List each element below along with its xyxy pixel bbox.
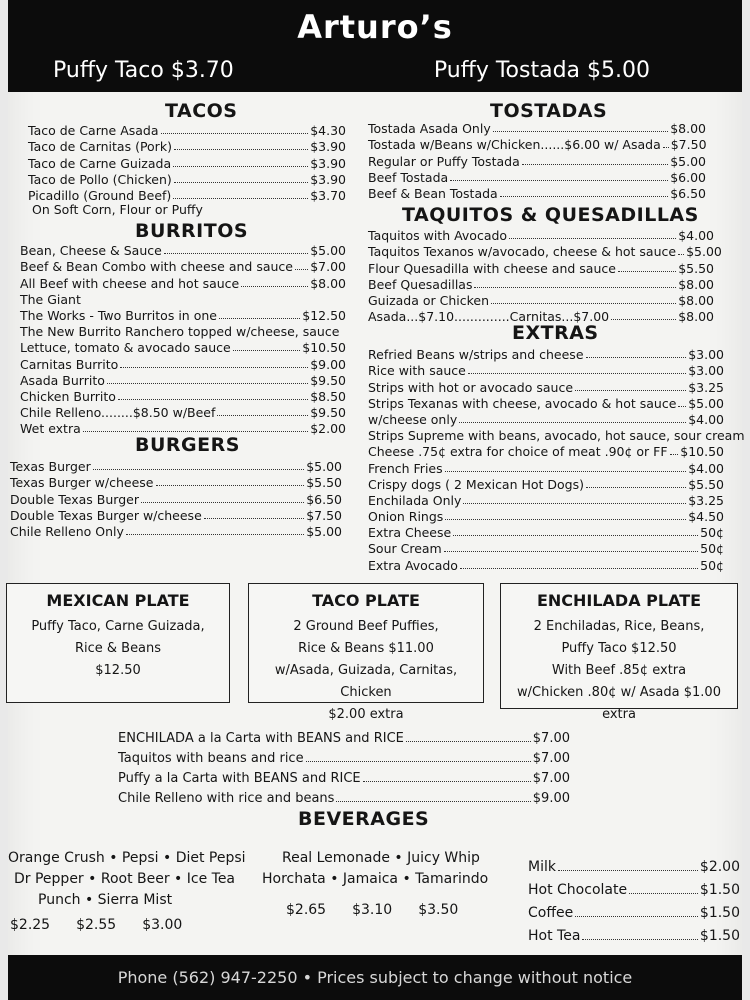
menu-item (368, 292, 714, 308)
item-price: $1.50 (699, 928, 740, 944)
menu-item (368, 395, 724, 411)
item-price: $5.00 (310, 243, 346, 259)
item-name: Asada Burrito (20, 372, 105, 388)
dot-leader (460, 568, 698, 569)
item-name: Guizada or Chicken (368, 292, 490, 308)
menu-item (10, 523, 342, 539)
menu-item (28, 122, 346, 138)
menu-item (368, 276, 714, 292)
menu-item (368, 411, 724, 427)
dot-leader (678, 254, 684, 255)
item-price: $10.50 (302, 340, 346, 356)
section-title-beverages: BEVERAGES (298, 808, 430, 830)
item-name: Refried Beans w/strips and cheese (368, 347, 584, 363)
menu-item (20, 372, 346, 388)
item-name: Strips Supreme with beans, avocado, hot sauce, sour cream (368, 428, 745, 444)
item-name: Picadillo (Ground Beef) (28, 187, 172, 203)
item-name: Milk (528, 859, 556, 875)
item-name: Extra Avocado (368, 557, 458, 573)
menu-item (368, 508, 724, 524)
dot-leader (586, 357, 687, 358)
item-name: Chicken Burrito (20, 388, 116, 404)
plate-line: $12.50 (95, 663, 141, 678)
item-price: $5.00 (686, 244, 722, 260)
menu-item (118, 786, 570, 806)
menu-item (368, 492, 724, 508)
menu-item (20, 323, 346, 339)
item-name: Chile Relleno........$8.50 w/Beef (20, 405, 216, 421)
tostadas-list (368, 120, 706, 201)
menu-item (20, 339, 346, 355)
item-name: Double Texas Burger (10, 491, 139, 507)
dot-leader (161, 133, 309, 134)
menu-item (368, 259, 714, 275)
menu-item (368, 443, 724, 459)
menu-item (118, 746, 570, 766)
dot-leader (173, 198, 308, 199)
section-title-burgers: BURGERS (135, 434, 240, 456)
item-price: $10.50 (680, 444, 724, 460)
dot-leader (204, 518, 304, 519)
menu-item (20, 404, 346, 420)
menu-header (8, 0, 742, 92)
fresh-price: $3.50 (418, 902, 459, 918)
fresh-price: $3.10 (352, 902, 393, 918)
dot-leader (558, 870, 698, 871)
item-price: 50¢ (700, 525, 724, 541)
dot-leader (575, 916, 698, 917)
carta-list (118, 726, 570, 806)
item-name: Rice with sauce (368, 363, 466, 379)
fresh-line: Horchata • Jamaica • Tamarindo (262, 871, 489, 887)
dot-leader (174, 149, 308, 150)
item-name: Taco de Carne Asada (28, 123, 159, 139)
menu-item (368, 346, 724, 362)
menu-item (368, 227, 714, 243)
dot-leader (453, 535, 698, 536)
menu-footer: Phone (562) 947-2250 • Prices subject to change without notice (8, 955, 742, 1000)
menu-item (28, 187, 346, 203)
plate-line: With Beef .85¢ extra (551, 663, 687, 678)
item-name: Lettuce, tomato & avocado sauce (20, 340, 231, 356)
puffy-taco-price: Puffy Taco $3.70 (53, 58, 234, 83)
item-name: Asada...$7.10..............Carnitas...$7.00 (368, 309, 610, 325)
dot-leader (217, 415, 308, 416)
menu-item (20, 307, 346, 323)
menu-item (118, 766, 570, 786)
item-name: ENCHILADA a la Carta with BEANS and RICE (118, 731, 404, 746)
menu-item (20, 355, 346, 371)
item-name: Strips Texanas with cheese, avocado & hot sauce (368, 395, 677, 411)
item-name: All Beef with cheese and hot sauce (20, 275, 240, 291)
item-name: Taquitos Texanos w/avocado, cheese & hot sauce (368, 244, 677, 260)
item-name: Cheese .75¢ extra for choice of meat .90¢ or FF (368, 444, 668, 460)
item-price: $3.25 (688, 492, 724, 508)
menu-item (10, 507, 342, 523)
item-name: Extra Cheese (368, 525, 452, 541)
burgers-list (10, 458, 342, 539)
item-price: $9.00 (310, 356, 346, 372)
item-price: $6.00 (670, 169, 706, 185)
plate-title: ENCHILADA PLATE (536, 591, 702, 610)
item-price: $5.00 (670, 153, 706, 169)
plate-line: Puffy Taco, Carne Guizada, (31, 619, 205, 634)
menu-item (20, 291, 346, 307)
item-name: The New Burrito Ranchero topped w/cheese, sauce (20, 324, 340, 340)
item-name: Taco de Pollo (Chicken) (28, 171, 172, 187)
item-price: $2.00 (310, 421, 346, 437)
item-price: $3.90 (310, 171, 346, 187)
menu-item (10, 474, 342, 490)
item-name: French Fries (368, 460, 443, 476)
burritos-list (20, 242, 346, 436)
item-price: $5.00 (306, 459, 342, 475)
item-price: $7.50 (670, 137, 707, 153)
item-name: Tostada w/Beans w/Chicken......$6.00 w/ Asada (368, 137, 661, 153)
item-price: $8.00 (670, 121, 706, 137)
item-price: $8.00 (678, 276, 714, 292)
menu-item (368, 136, 706, 152)
item-price: $4.00 (688, 460, 724, 476)
item-price: $9.50 (310, 372, 346, 388)
dot-leader (336, 801, 530, 802)
dot-leader (126, 534, 304, 535)
puffy-tostada-price: Puffy Tostada $5.00 (433, 58, 650, 83)
plate-line: 2 Enchiladas, Rice, Beans, (533, 619, 705, 634)
dot-leader (670, 454, 679, 455)
dot-leader (575, 390, 686, 391)
item-price: $7.00 (532, 751, 570, 766)
item-price: $1.50 (699, 905, 740, 921)
dot-leader (363, 781, 531, 782)
fresh-drink-lines (262, 848, 488, 921)
item-name: Carnitas Burrito (20, 356, 119, 372)
item-name: Enchilada Only (368, 492, 462, 508)
menu-item (368, 556, 724, 572)
dot-leader (233, 350, 301, 351)
dot-leader (93, 469, 304, 470)
item-price: $7.00 (532, 771, 570, 786)
item-price: $8.00 (678, 309, 714, 325)
menu-item (118, 726, 570, 746)
item-name: Taquitos with beans and rice (118, 751, 304, 766)
plate-title: TACO PLATE (312, 591, 420, 610)
item-price: $3.90 (310, 139, 346, 155)
dot-leader (474, 287, 676, 288)
restaurant-name: Arturo’s (297, 8, 453, 46)
item-price: $8.50 (310, 388, 346, 404)
item-name: Hot Chocolate (528, 882, 628, 898)
item-price: $6.50 (670, 185, 706, 201)
dot-leader (406, 741, 531, 742)
dot-leader (493, 131, 668, 132)
dot-leader (611, 319, 676, 320)
menu-item (20, 242, 346, 258)
section-title-tacos: TACOS (165, 100, 238, 122)
soda-price: $2.55 (76, 917, 117, 933)
menu-item (10, 458, 342, 474)
dot-leader (118, 399, 308, 400)
item-price: $4.00 (678, 228, 714, 244)
item-price: $5.50 (678, 260, 714, 276)
item-name: Chile Relleno Only (10, 523, 124, 539)
item-name: Double Texas Burger w/cheese (10, 507, 202, 523)
dot-leader (241, 286, 308, 287)
item-name: Texas Burger w/cheese (10, 475, 154, 491)
item-name: Hot Tea (528, 928, 581, 944)
item-price: 50¢ (700, 541, 724, 557)
item-price: 50¢ (700, 557, 724, 573)
dot-leader (629, 893, 698, 894)
item-price: $7.50 (306, 507, 342, 523)
plate-title: MEXICAN PLATE (46, 591, 190, 610)
item-name: Strips with hot or avocado sauce (368, 379, 574, 395)
dot-leader (459, 422, 686, 423)
item-price: $6.50 (306, 491, 342, 507)
item-price: $4.50 (688, 509, 724, 525)
item-name: Beef & Bean Combo with cheese and sauce (20, 259, 293, 275)
item-name: The Works - Two Burritos in one (20, 307, 217, 323)
dot-leader (156, 485, 305, 486)
item-name: Texas Burger (10, 459, 91, 475)
item-name: Crispy dogs ( 2 Mexican Hot Dogs) (368, 476, 585, 492)
dot-leader (582, 939, 698, 940)
extras-list (368, 346, 745, 573)
plate-box-enchilada (500, 583, 738, 722)
item-price: $1.50 (699, 882, 740, 898)
item-name: Wet extra (20, 421, 81, 437)
soda-line: Punch • Sierra Mist (38, 892, 173, 908)
menu-item (368, 243, 722, 260)
plate-line: Puffy Taco $12.50 (561, 641, 677, 656)
menu-item (368, 152, 706, 168)
item-name: Bean, Cheese & Sauce (20, 243, 162, 259)
item-name: Flour Quesadilla with cheese and sauce (368, 260, 616, 276)
dot-leader (463, 503, 686, 504)
section-title-taquitos: TAQUITOS & QUESADILLAS (402, 204, 699, 226)
fresh-price: $2.65 (286, 902, 327, 918)
menu-item (28, 171, 346, 187)
dot-leader (491, 303, 676, 304)
plate-box-mexican (6, 583, 230, 703)
dot-leader (164, 253, 308, 254)
menu-item (528, 875, 740, 898)
plate-line: w/Chicken .80¢ w/ Asada $1.00 extra (517, 685, 721, 722)
item-price: $3.25 (688, 379, 724, 395)
plate-box-taco (248, 583, 484, 722)
taquitos-list (368, 227, 722, 325)
menu-item (368, 378, 724, 394)
item-price: $7.00 (532, 731, 570, 746)
dot-leader (445, 519, 686, 520)
dot-leader (120, 367, 308, 368)
item-price: $8.00 (678, 292, 714, 308)
tacos-list (28, 122, 346, 203)
item-name: Coffee (528, 905, 574, 921)
menu-item (28, 138, 346, 154)
item-name: Chile Relleno with rice and beans (118, 791, 335, 806)
soda-lines (8, 848, 246, 936)
dot-leader (83, 431, 308, 432)
menu-item (20, 388, 346, 404)
section-title-tostadas: TOSTADAS (490, 100, 608, 122)
item-price: $4.00 (688, 411, 724, 427)
item-price: $5.00 (306, 523, 342, 539)
tacos-note: On Soft Corn, Flour or Puffy (32, 202, 203, 217)
dot-leader (500, 196, 669, 197)
menu-item (528, 921, 740, 944)
menu-item (10, 490, 342, 506)
dot-leader (586, 487, 686, 488)
menu-item (368, 524, 724, 540)
section-title-burritos: BURRITOS (135, 220, 249, 242)
dot-leader (444, 551, 698, 552)
item-name: Beef Tostada (368, 169, 449, 185)
item-name: Taco de Carne Guizada (28, 155, 172, 171)
fresh-prices (262, 900, 488, 921)
menu-item (528, 898, 740, 921)
dot-leader (173, 166, 308, 167)
dot-leader (468, 373, 686, 374)
item-price: $2.00 (699, 859, 740, 875)
item-name: Taquitos with Avocado (368, 228, 508, 244)
plate-line: $2.00 extra (328, 707, 404, 722)
menu-item (368, 459, 724, 475)
item-price: $4.30 (310, 123, 346, 139)
item-price: $8.00 (310, 275, 346, 291)
dot-leader (522, 164, 668, 165)
menu-item (368, 120, 706, 136)
item-name: Puffy a la Carta with BEANS and RICE (118, 771, 361, 786)
item-name: The Giant (20, 291, 81, 307)
dot-leader (107, 383, 308, 384)
dot-leader (663, 147, 669, 148)
item-name: Regular or Puffy Tostada (368, 153, 520, 169)
item-price: $5.50 (306, 475, 342, 491)
soda-line: Orange Crush • Pepsi • Diet Pepsi (8, 850, 246, 866)
item-price: $3.90 (310, 155, 346, 171)
plate-line: Rice & Beans (74, 641, 162, 656)
menu-item (28, 154, 346, 170)
menu-item (368, 476, 724, 492)
item-name: w/cheese only (368, 411, 458, 427)
menu-item (20, 258, 346, 274)
plate-line: Rice & Beans $11.00 (298, 641, 434, 656)
dot-leader (174, 182, 308, 183)
menu-item (20, 274, 346, 290)
item-price: $3.00 (688, 347, 724, 363)
item-price: $9.00 (532, 791, 570, 806)
item-price: $3.00 (688, 363, 724, 379)
item-price: $5.00 (688, 395, 724, 411)
dot-leader (445, 471, 687, 472)
dot-leader (306, 761, 531, 762)
item-name: Onion Rings (368, 509, 444, 525)
dot-leader (509, 238, 676, 239)
dot-leader (450, 180, 668, 181)
dot-leader (678, 406, 686, 407)
dot-leader (618, 271, 676, 272)
section-title-extras: EXTRAS (512, 322, 599, 344)
item-price: $7.00 (310, 259, 346, 275)
hot-drinks-list (528, 852, 740, 944)
dot-leader (219, 318, 300, 319)
menu-item (368, 540, 724, 556)
menu-item (368, 169, 706, 185)
plate-line: 2 Ground Beef Puffies, (293, 619, 439, 634)
item-name: Tostada Asada Only (368, 121, 491, 137)
soda-prices (8, 915, 246, 936)
dot-leader (141, 502, 304, 503)
item-price: $3.70 (310, 187, 346, 203)
item-name: Beef & Bean Tostada (368, 185, 498, 201)
menu-item (528, 852, 740, 875)
item-price: $5.50 (688, 476, 724, 492)
soda-price: $3.00 (142, 917, 183, 933)
item-price: $12.50 (302, 307, 346, 323)
soda-price: $2.25 (10, 917, 51, 933)
item-name: Sour Cream (368, 541, 442, 557)
dot-leader (295, 269, 308, 270)
plate-line: w/Asada, Guizada, Carnitas, Chicken (274, 663, 458, 700)
fresh-line: Real Lemonade • Juicy Whip (282, 850, 480, 866)
menu-item (368, 185, 706, 201)
soda-line: Dr Pepper • Root Beer • Ice Tea (14, 871, 236, 887)
item-price: $9.50 (310, 405, 346, 421)
menu-item (368, 362, 724, 378)
item-name: Beef Quesadillas (368, 276, 473, 292)
menu-item (368, 427, 745, 444)
item-name: Taco de Carnitas (Pork) (28, 139, 172, 155)
